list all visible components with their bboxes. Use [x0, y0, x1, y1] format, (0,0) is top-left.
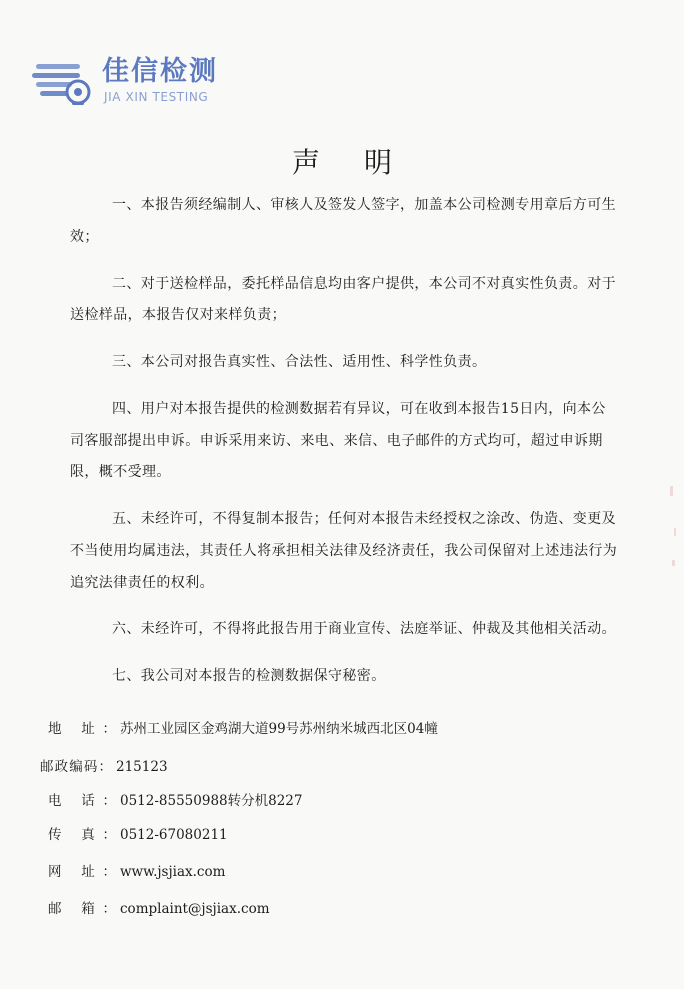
statement-paragraph-5: 五、未经许可，不得复制本报告；任何对本报告未经授权之涂改、伪造、变更及不当使用均属违法，其责任人将承担相关法律及经济责任，我公司保留对上述违法行为追究法律责任的权利。	[70, 511, 618, 591]
website-row	[48, 861, 225, 883]
logo-mark-icon	[32, 58, 94, 106]
postcode-label: 邮政编码：	[40, 759, 112, 775]
phone-row	[48, 790, 303, 812]
address-label: 地 址：	[48, 721, 116, 737]
fax-row	[48, 824, 228, 846]
email-row	[48, 898, 270, 920]
website-label: 网 址：	[48, 864, 116, 880]
company-logo	[32, 54, 242, 110]
address-value: 苏州工业园区金鸡湖大道99号苏州纳米城西北区04幢	[120, 721, 438, 737]
phone-value: 0512-85550988转分机8227	[120, 793, 303, 809]
email-label: 邮 箱：	[48, 901, 116, 917]
seal-speck	[670, 486, 673, 496]
statement-paragraph-4: 四、用户对本报告提供的检测数据若有异议，可在收到本报告15日内，向本公司客服部提出申诉。申诉采用来访、来电、来信、电子邮件的方式均可，超过申诉期限，概不受理。	[70, 401, 606, 481]
fax-value: 0512-67080211	[120, 827, 228, 843]
statement-paragraph-7: 七、我公司对本报告的检测数据保守秘密。	[112, 668, 386, 685]
statement-paragraph-3: 三、本公司对报告真实性、合法性、适用性、科学性负责。	[112, 354, 487, 371]
page-title: 声明	[291, 146, 436, 179]
email-value: complaint@jsjiax.com	[120, 901, 270, 917]
postcode-row	[40, 756, 168, 778]
address-row	[48, 718, 438, 740]
seal-speck	[674, 528, 676, 536]
postcode-value: 215123	[116, 759, 168, 775]
seal-edge-marks	[664, 0, 684, 989]
logo-chinese-name: 佳信检测	[102, 56, 218, 87]
phone-label: 电 话：	[48, 793, 116, 809]
statement-paragraph-1: 一、本报告须经编制人、审核人及签发人签字，加盖本公司检测专用章后方可生效；	[70, 197, 616, 245]
website-value: www.jsjiax.com	[120, 864, 226, 880]
statement-paragraph-2: 二、对于送检样品，委托样品信息均由客户提供，本公司不对真实性负责。对于送检样品，本报告仅对来样负责；	[70, 275, 616, 324]
statement-paragraph-6: 六、未经许可，不得将此报告用于商业宣传、法庭举证、仲裁及其他相关活动。	[112, 621, 616, 638]
statement-body	[70, 190, 620, 708]
fax-label: 传 真：	[48, 827, 116, 843]
logo-english-name: JIA XIN TESTING	[104, 90, 209, 104]
seal-speck	[672, 560, 675, 566]
